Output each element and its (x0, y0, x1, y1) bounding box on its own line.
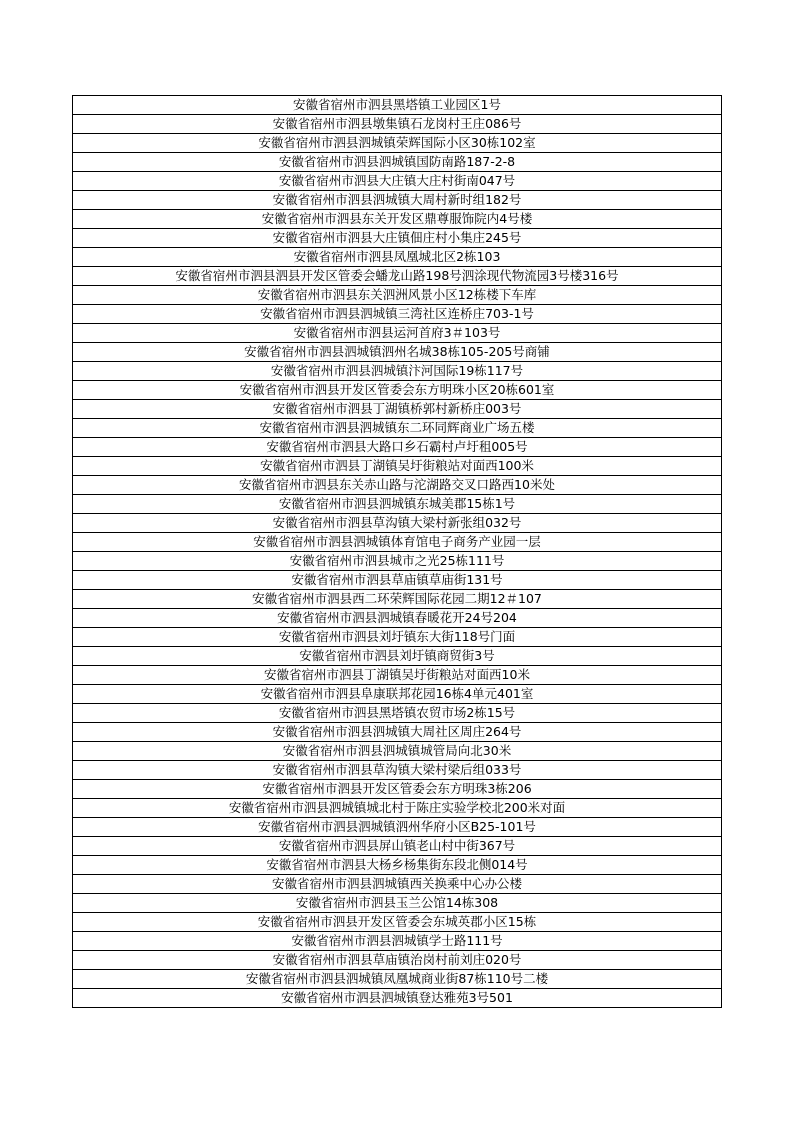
address-cell: 安徽省宿州市泗县大庄镇大庄村街南047号 (73, 172, 722, 191)
table-row (73, 970, 722, 989)
address-cell: 安徽省宿州市泗县阜康联邦花园16栋4单元401室 (73, 685, 722, 704)
table-row (73, 609, 722, 628)
table-row (73, 628, 722, 647)
address-cell: 安徽省宿州市泗县泗城镇国防南路187-2-8 (73, 153, 722, 172)
address-cell: 安徽省宿州市泗县泗城镇荣辉国际小区30栋102室 (73, 134, 722, 153)
address-cell: 安徽省宿州市泗县泗城镇登达雅苑3号501 (73, 989, 722, 1008)
table-row (73, 115, 722, 134)
address-cell: 安徽省宿州市泗县大杨乡杨集街东段北侧014号 (73, 856, 722, 875)
address-cell: 安徽省宿州市泗县泗城镇大周村新时组182号 (73, 191, 722, 210)
address-cell: 安徽省宿州市泗县大路口乡石霸村卢圩租005号 (73, 438, 722, 457)
table-row (73, 856, 722, 875)
table-row (73, 248, 722, 267)
table-row (73, 704, 722, 723)
table-row (73, 419, 722, 438)
address-cell: 安徽省宿州市泗县东关开发区鼎尊服饰院内4号楼 (73, 210, 722, 229)
table-row (73, 191, 722, 210)
address-cell: 安徽省宿州市泗县开发区管委会东方明珠3栋206 (73, 780, 722, 799)
table-row (73, 343, 722, 362)
table-row (73, 324, 722, 343)
address-cell: 安徽省宿州市泗县丁湖镇吴圩街粮站对面西10米 (73, 666, 722, 685)
table-row (73, 476, 722, 495)
address-cell: 安徽省宿州市泗县泗城镇体育馆电子商务产业园一层 (73, 533, 722, 552)
address-cell: 安徽省宿州市泗县泗城镇东二环同辉商业广场五楼 (73, 419, 722, 438)
address-cell: 安徽省宿州市泗县泗城镇城管局向北30米 (73, 742, 722, 761)
address-cell: 安徽省宿州市泗县泗城镇东城美郡15栋1号 (73, 495, 722, 514)
address-cell: 安徽省宿州市泗县黑塔镇工业园区1号 (73, 96, 722, 115)
table-row (73, 96, 722, 115)
address-table (72, 95, 722, 1008)
table-row (73, 761, 722, 780)
address-cell: 安徽省宿州市泗县玉兰公馆14栋308 (73, 894, 722, 913)
address-cell: 安徽省宿州市泗县丁湖镇桥郭村新桥庄003号 (73, 400, 722, 419)
table-row (73, 894, 722, 913)
address-cell: 安徽省宿州市泗县泗县开发区管委会蟠龙山路198号泗涂现代物流园3号楼316号 (73, 267, 722, 286)
table-row (73, 172, 722, 191)
address-cell: 安徽省宿州市泗县泗城镇汴河国际19栋117号 (73, 362, 722, 381)
table-row (73, 875, 722, 894)
table-row (73, 685, 722, 704)
address-cell: 安徽省宿州市泗县开发区管委会东方明珠小区20栋601室 (73, 381, 722, 400)
address-cell: 安徽省宿州市泗县泗城镇大周社区周庄264号 (73, 723, 722, 742)
table-row (73, 267, 722, 286)
address-cell: 安徽省宿州市泗县大庄镇佃庄村小集庄245号 (73, 229, 722, 248)
table-row (73, 799, 722, 818)
table-row (73, 533, 722, 552)
address-cell: 安徽省宿州市泗县泗城镇泗州名城38栋105-205号商铺 (73, 343, 722, 362)
table-row (73, 723, 722, 742)
table-row (73, 495, 722, 514)
table-row (73, 951, 722, 970)
address-cell: 安徽省宿州市泗县草沟镇大梁村新张组032号 (73, 514, 722, 533)
table-row (73, 989, 722, 1008)
address-cell: 安徽省宿州市泗县东关泗洲风景小区12栋楼下车库 (73, 286, 722, 305)
table-row (73, 780, 722, 799)
table-row (73, 590, 722, 609)
table-row (73, 210, 722, 229)
address-cell: 安徽省宿州市泗县泗城镇学士路111号 (73, 932, 722, 951)
table-row (73, 305, 722, 324)
table-row (73, 286, 722, 305)
address-cell: 安徽省宿州市泗县屏山镇老山村中街367号 (73, 837, 722, 856)
address-table-body (73, 96, 722, 1008)
address-cell: 安徽省宿州市泗县黑塔镇农贸市场2栋15号 (73, 704, 722, 723)
address-cell: 安徽省宿州市泗县刘圩镇商贸街3号 (73, 647, 722, 666)
address-cell: 安徽省宿州市泗县刘圩镇东大街118号门面 (73, 628, 722, 647)
address-cell: 安徽省宿州市泗县丁湖镇吴圩街粮站对面西100米 (73, 457, 722, 476)
address-cell: 安徽省宿州市泗县草庙镇草庙街131号 (73, 571, 722, 590)
address-cell: 安徽省宿州市泗县泗城镇泗州华府小区B25-101号 (73, 818, 722, 837)
table-row (73, 932, 722, 951)
table-row (73, 742, 722, 761)
address-cell: 安徽省宿州市泗县草庙镇治岗村前刘庄020号 (73, 951, 722, 970)
address-cell: 安徽省宿州市泗县东关赤山路与沱湖路交叉口路西10米处 (73, 476, 722, 495)
table-row (73, 134, 722, 153)
address-cell: 安徽省宿州市泗县草沟镇大梁村梁后组033号 (73, 761, 722, 780)
address-cell: 安徽省宿州市泗县城市之光25栋111号 (73, 552, 722, 571)
address-cell: 安徽省宿州市泗县泗城镇凤凰城商业街87栋110号二楼 (73, 970, 722, 989)
table-row (73, 229, 722, 248)
table-row (73, 381, 722, 400)
address-cell: 安徽省宿州市泗县凤凰城北区2栋103 (73, 248, 722, 267)
table-row (73, 913, 722, 932)
table-row (73, 153, 722, 172)
table-row (73, 457, 722, 476)
table-row (73, 647, 722, 666)
table-row (73, 362, 722, 381)
address-cell: 安徽省宿州市泗县泗城镇春暖花开24号204 (73, 609, 722, 628)
address-cell: 安徽省宿州市泗县泗城镇西关换乘中心办公楼 (73, 875, 722, 894)
address-cell: 安徽省宿州市泗县运河首府3＃103号 (73, 324, 722, 343)
table-row (73, 514, 722, 533)
table-row (73, 666, 722, 685)
table-row (73, 438, 722, 457)
address-cell: 安徽省宿州市泗县泗城镇三湾社区连桥庄703-1号 (73, 305, 722, 324)
address-cell: 安徽省宿州市泗县泗城镇城北村于陈庄实验学校北200米对面 (73, 799, 722, 818)
address-cell: 安徽省宿州市泗县墩集镇石龙岗村王庄086号 (73, 115, 722, 134)
table-row (73, 818, 722, 837)
table-row (73, 571, 722, 590)
table-row (73, 400, 722, 419)
address-cell: 安徽省宿州市泗县西二环荣辉国际花园二期12＃107 (73, 590, 722, 609)
table-row (73, 837, 722, 856)
address-cell: 安徽省宿州市泗县开发区管委会东城英郡小区15栋 (73, 913, 722, 932)
table-row (73, 552, 722, 571)
